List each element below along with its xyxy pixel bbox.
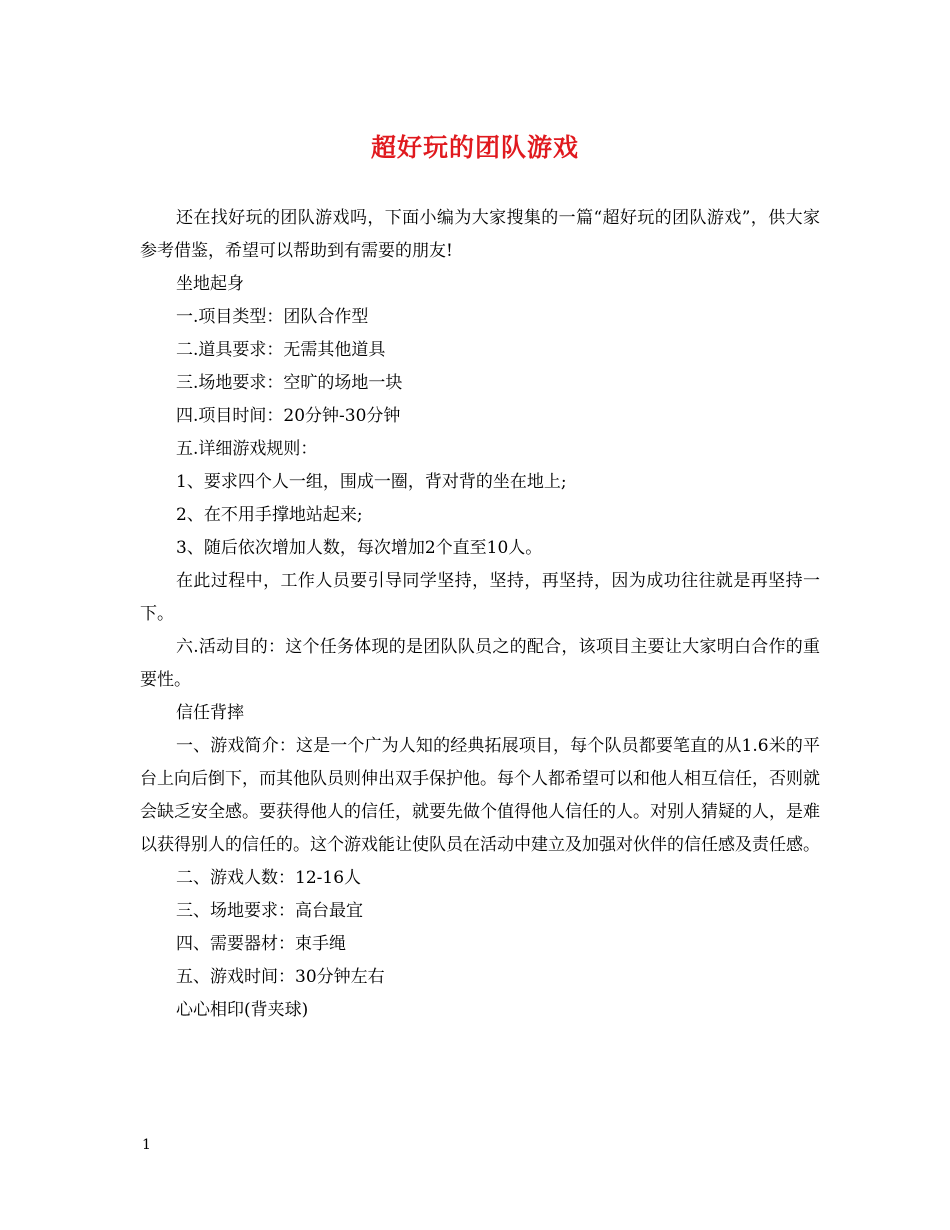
page-number: 1 [142,1137,151,1153]
body-paragraph: 六.活动目的：这个任务体现的是团队队员之的配合，该项目主要让大家明白合作的重要性。 [140,637,820,690]
list-item: 四、需要器材：束手绳 [176,934,346,954]
section-heading-back-ball: 心心相印(背夹球) [176,1000,309,1020]
list-item: 三、场地要求：高台最宜 [176,901,363,921]
section-heading-trust-fall: 信任背摔 [176,703,244,723]
list-item: 四.项目时间：20分钟-30分钟 [176,406,401,426]
document-title: 超好玩的团队游戏 [370,133,579,162]
rule-item: 1、要求四个人一组，围成一圈，背对背的坐在地上; [176,472,567,492]
list-item: 一.项目类型：团队合作型 [176,307,369,327]
list-item: 二.道具要求：无需其他道具 [176,340,386,360]
list-item: 二、游戏人数：12-16人 [176,868,362,888]
list-item: 三.场地要求：空旷的场地一块 [176,373,403,393]
body-paragraph: 一、游戏简介：这是一个广为人知的经典拓展项目，每个队员都要笔直的从1.6米的平台上向后倒下，而其他队员则伸出双手保护他。每个人都希望可以和他人相互信任，否则就会缺乏安全感。要获得他人的信任，就要先做个值得他人信任的人。对别人猜疑的人，是难以获得别人的信任的。这个游戏能让使队员在活动中建立及加强对伙伴的信任感及责任感。 [140,736,820,855]
list-item: 五、游戏时间：30分钟左右 [176,967,385,987]
list-item: 五.详细游戏规则： [176,439,318,459]
rule-item: 2、在不用手撑地站起来; [176,505,363,525]
body-paragraph: 在此过程中，工作人员要引导同学坚持，坚持，再坚持，因为成功往往就是再坚持一下。 [140,571,820,624]
rule-item: 3、随后依次增加人数，每次增加2个直至10人。 [176,538,543,558]
section-heading-sit-stand: 坐地起身 [176,274,244,294]
document-body [140,202,820,1027]
intro-paragraph: 还在找好玩的团队游戏吗，下面小编为大家搜集的一篇“超好玩的团队游戏”，供大家参考借鉴，希望可以帮助到有需要的朋友! [140,208,820,261]
